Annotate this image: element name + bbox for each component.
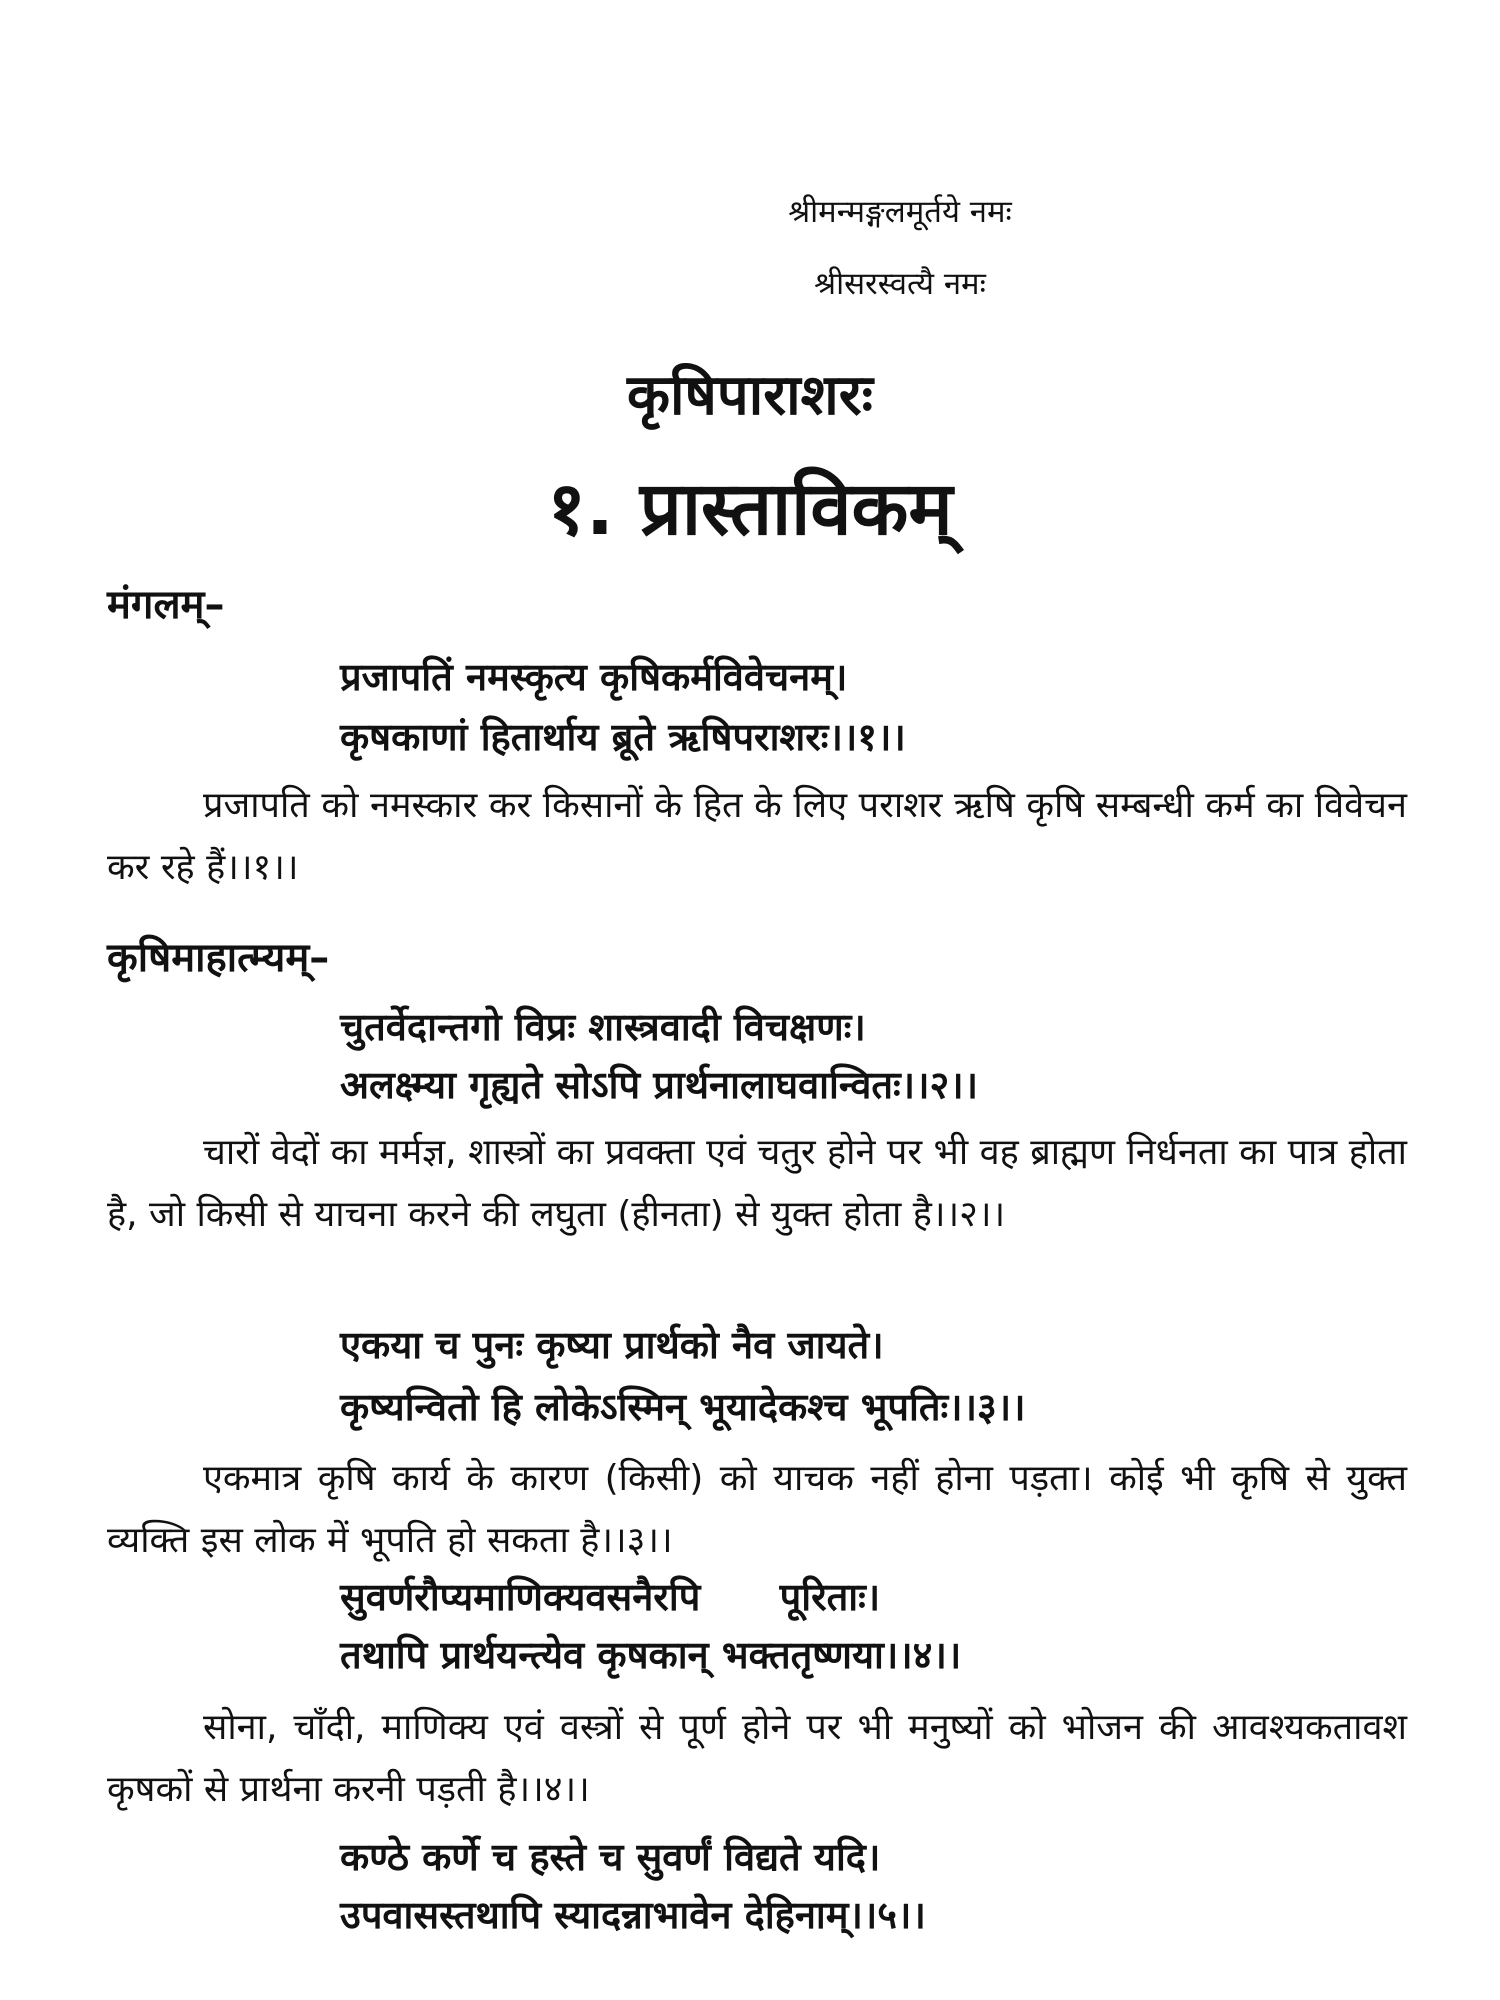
- verse-line: सुवर्णरौप्यमाणिक्यवसनैरपि पूरिताः।: [340, 1575, 881, 1619]
- verse-line: एकया च पुनः कृष्या प्रार्थको नैव जायते।: [340, 1323, 884, 1367]
- section-heading: मंगलम्–: [107, 582, 225, 628]
- translation-paragraph: [107, 775, 1407, 899]
- translation-text: प्रजापति को नमस्कार कर किसानों के हित के लिए पराशर ऋषि कृषि सम्बन्धी कर्म का विवेचन कर रहे हैं।।१।।: [107, 785, 1407, 888]
- verse-line: तथापि प्रार्थयन्त्येव कृषकान् भक्ततृष्णया।।४।।: [340, 1633, 962, 1677]
- verse-line: कृष्यन्वितो हि लोकेऽस्मिन् भूयादेकश्च भूपतिः।।३।।: [340, 1385, 1026, 1429]
- translation-text: एकमात्र कृषि कार्य के कारण (किसी) को याचक नहीं होना पड़ता। कोई भी कृषि से युक्त व्यक्ति इस लोक में भूपति हो सकता है।।३।।: [107, 1458, 1407, 1561]
- section-heading: कृषिमाहात्म्यम्–: [107, 935, 330, 981]
- translation-paragraph: [107, 1448, 1407, 1572]
- verse-line: कण्ठे कर्णे च हस्ते च सुवर्णं विद्यते यदि।: [340, 1835, 881, 1879]
- translation-text: सोना, चाँदी, माणिक्य एवं वस्त्रों से पूर्ण होने पर भी मनुष्यों को भोजन की आवश्यकतावश कृषकों से प्रार्थना करनी पड़ती है।।४।।: [107, 1707, 1407, 1810]
- invocation-line: श्रीसरस्वत्यै नमः: [814, 266, 986, 302]
- verse-line: उपवासस्तथापि स्यादन्नाभावेन देहिनाम्।।५।।: [340, 1893, 926, 1937]
- book-title: कृषिपाराशरः: [627, 363, 873, 428]
- verse-line: प्रजापतिं नमस्कृत्य कृषिकर्मविवेचनम्।: [340, 655, 848, 699]
- verse-line: अलक्ष्म्या गृह्यते सोऽपि प्रार्थनालाघवान्वितः।।२।।: [340, 1063, 979, 1107]
- translation-text: चारों वेदों का मर्मज्ञ, शास्त्रों का प्रवक्ता एवं चतुर होने पर भी वह ब्राह्मण निर्धनता का पात्र होता है, जो किसी से याचना करने की लघुता (हीनता) से युक्त होता है।।२।।: [107, 1132, 1407, 1235]
- verse-line: चुतर्वेदान्तगो विप्रः शास्त्रवादी विचक्षणः।: [340, 1005, 866, 1049]
- translation-paragraph: [107, 1697, 1407, 1821]
- invocation-line: श्रीमन्मङ्गलमूर्तये नमः: [788, 194, 1012, 230]
- verse-line: कृषकाणां हितार्थाय ब्रूते ऋषिपराशरः।।१।।: [340, 715, 906, 759]
- translation-paragraph: [107, 1122, 1407, 1246]
- chapter-title: १. प्रास्ताविकम्: [547, 466, 953, 552]
